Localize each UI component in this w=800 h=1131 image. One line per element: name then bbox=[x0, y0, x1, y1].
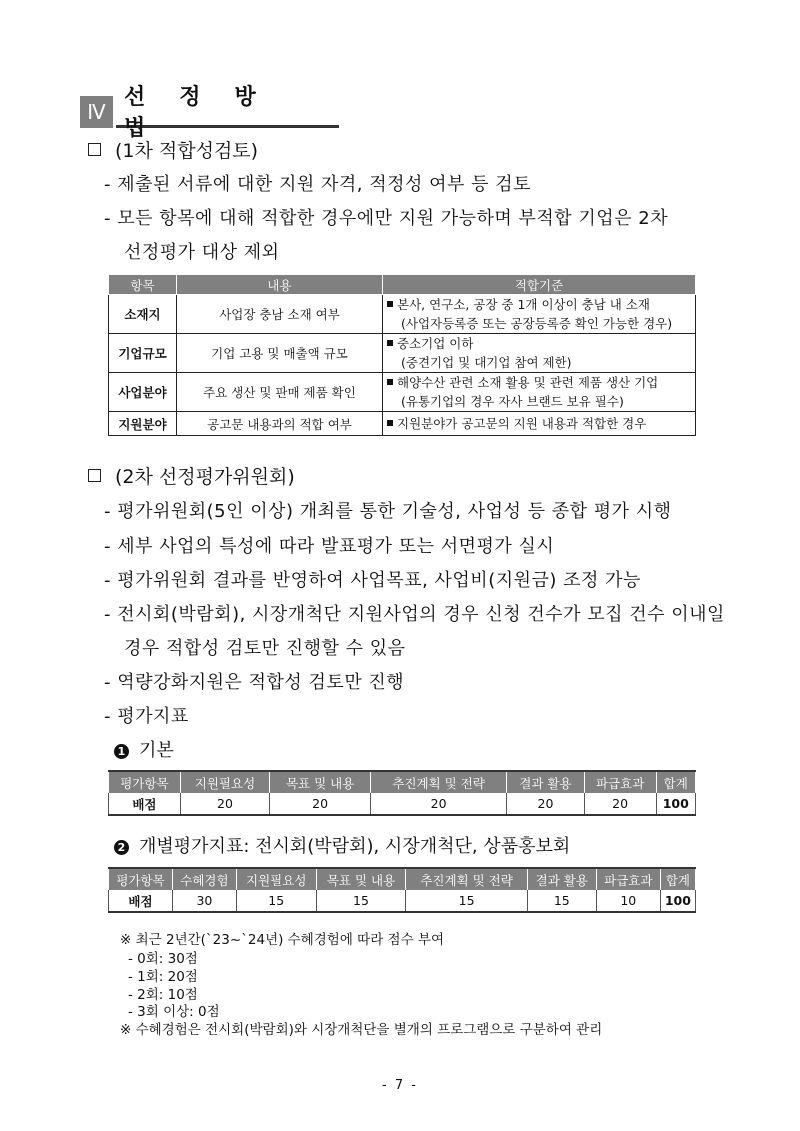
bullet-icon bbox=[387, 420, 393, 426]
bullet-icon bbox=[387, 379, 393, 385]
table-header: 내용 bbox=[177, 275, 383, 295]
sub-item-basic: 1 기본 bbox=[114, 736, 174, 762]
note-2: ※ 수혜경험은 전시회(박람회)와 시장개척단을 별개의 프로그램으로 구분하여 관리 bbox=[120, 1022, 603, 1038]
table-header: 평가항목 bbox=[109, 868, 173, 890]
page-number: - 7 - bbox=[382, 1078, 418, 1093]
stage1-bullet-2: - 모든 항목에 대해 적합한 경우에만 지원 가능하며 부적합 기업은 2차 bbox=[104, 208, 669, 229]
table-header: 목표 및 내용 bbox=[270, 771, 371, 793]
table-header: 결과 활용 bbox=[527, 868, 596, 890]
square-bullet-icon bbox=[88, 469, 101, 482]
stage1-bullet-1: - 제출된 서류에 대한 지원 자격, 적정성 여부 등 검토 bbox=[104, 174, 531, 195]
table-header: 지원필요성 bbox=[180, 771, 269, 793]
stage1-heading: (1차 적합성검토) bbox=[88, 136, 258, 163]
bullet-icon bbox=[387, 301, 393, 307]
stage2-bullet-4-cont: 경우 적합성 검토만 진행할 수 있음 bbox=[124, 638, 406, 659]
note-sub-2: - 1회: 20점 bbox=[128, 969, 198, 985]
table-header: 파급효과 bbox=[584, 771, 656, 793]
note-1: ※ 최근 2년간(`23~`24년) 수혜경험에 따라 점수 부여 bbox=[120, 932, 445, 948]
stage2-heading: (2차 선정평가위원회) bbox=[88, 462, 295, 489]
table-row: 소재지 사업장 충남 소재 여부 본사, 연구소, 공장 중 1개 이상이 충남 내 소재 (사업자등록증 또는 공장등록증 확인 가능한 경우) bbox=[109, 295, 696, 334]
eligibility-table bbox=[108, 274, 696, 436]
table-header: 파급효과 bbox=[596, 868, 660, 890]
note-sub-4: - 3회 이상: 0점 bbox=[128, 1004, 220, 1020]
table-row: 사업분야 주요 생산 및 판매 제품 확인 해양수산 관련 소재 활용 및 관련 제품 생산 기업 (유통기업의 경우 자사 브랜드 보유 필수) bbox=[109, 373, 696, 412]
note-sub-3: - 2회: 10점 bbox=[128, 987, 198, 1003]
section-number: Ⅳ bbox=[80, 96, 113, 128]
stage1-bullet-2-cont: 선정평가 대상 제외 bbox=[124, 242, 280, 263]
table-row: 배점 20 20 20 20 20 100 bbox=[109, 793, 696, 815]
table-row: 지원분야 공고문 내용과의 적합 여부 지원분야가 공고문의 지원 내용과 적합한 경우 bbox=[109, 412, 696, 436]
stage2-bullet-5: - 역량강화지원은 적합성 검토만 진행 bbox=[104, 672, 405, 693]
numbered-circle-icon: 1 bbox=[114, 744, 129, 759]
numbered-circle-icon: 2 bbox=[114, 840, 129, 855]
table-header: 결과 활용 bbox=[507, 771, 585, 793]
table-row: 배점 30 15 15 15 15 10 100 bbox=[109, 890, 696, 912]
table-header: 합계 bbox=[660, 868, 695, 890]
table-header: 합계 bbox=[656, 771, 695, 793]
square-bullet-icon bbox=[88, 143, 101, 156]
section-title: 선정방법 bbox=[116, 96, 339, 128]
stage2-bullet-2: - 세부 사업의 특성에 따라 발표평가 또는 서면평가 실시 bbox=[104, 536, 555, 557]
stage2-bullet-6: - 평가지표 bbox=[104, 706, 189, 727]
table-header: 목표 및 내용 bbox=[316, 868, 406, 890]
table-row: 기업규모 기업 고용 및 매출액 규모 중소기업 이하 (중견기업 및 대기업 참여 제한) bbox=[109, 334, 696, 373]
section-header bbox=[80, 84, 339, 141]
stage2-bullet-4: - 전시회(박람회), 시장개척단 지원사업의 경우 신청 건수가 모집 건수 이내일 bbox=[104, 604, 725, 625]
table-header: 추진계획 및 전략 bbox=[406, 868, 527, 890]
table-header: 지원필요성 bbox=[236, 868, 316, 890]
sub-item-individual: 2 개별평가지표: 전시회(박람회), 시장개척단, 상품홍보회 bbox=[114, 832, 570, 858]
note-sub-1: - 0회: 30점 bbox=[128, 951, 198, 967]
stage2-bullet-1: - 평가위원회(5인 이상) 개최를 통한 기술성, 사업성 등 종합 평가 시행 bbox=[104, 501, 672, 522]
table-header: 평가항목 bbox=[109, 771, 181, 793]
table-header: 항목 bbox=[109, 275, 177, 295]
table-header: 적합기준 bbox=[383, 275, 696, 295]
table-header: 수혜경험 bbox=[172, 868, 236, 890]
table-header: 추진계획 및 전략 bbox=[371, 771, 507, 793]
basic-score-table bbox=[108, 770, 696, 816]
stage2-bullet-3: - 평가위원회 결과를 반영하여 사업목표, 사업비(지원금) 조정 가능 bbox=[104, 570, 641, 591]
bullet-icon bbox=[387, 340, 393, 346]
individual-score-table bbox=[108, 867, 696, 913]
